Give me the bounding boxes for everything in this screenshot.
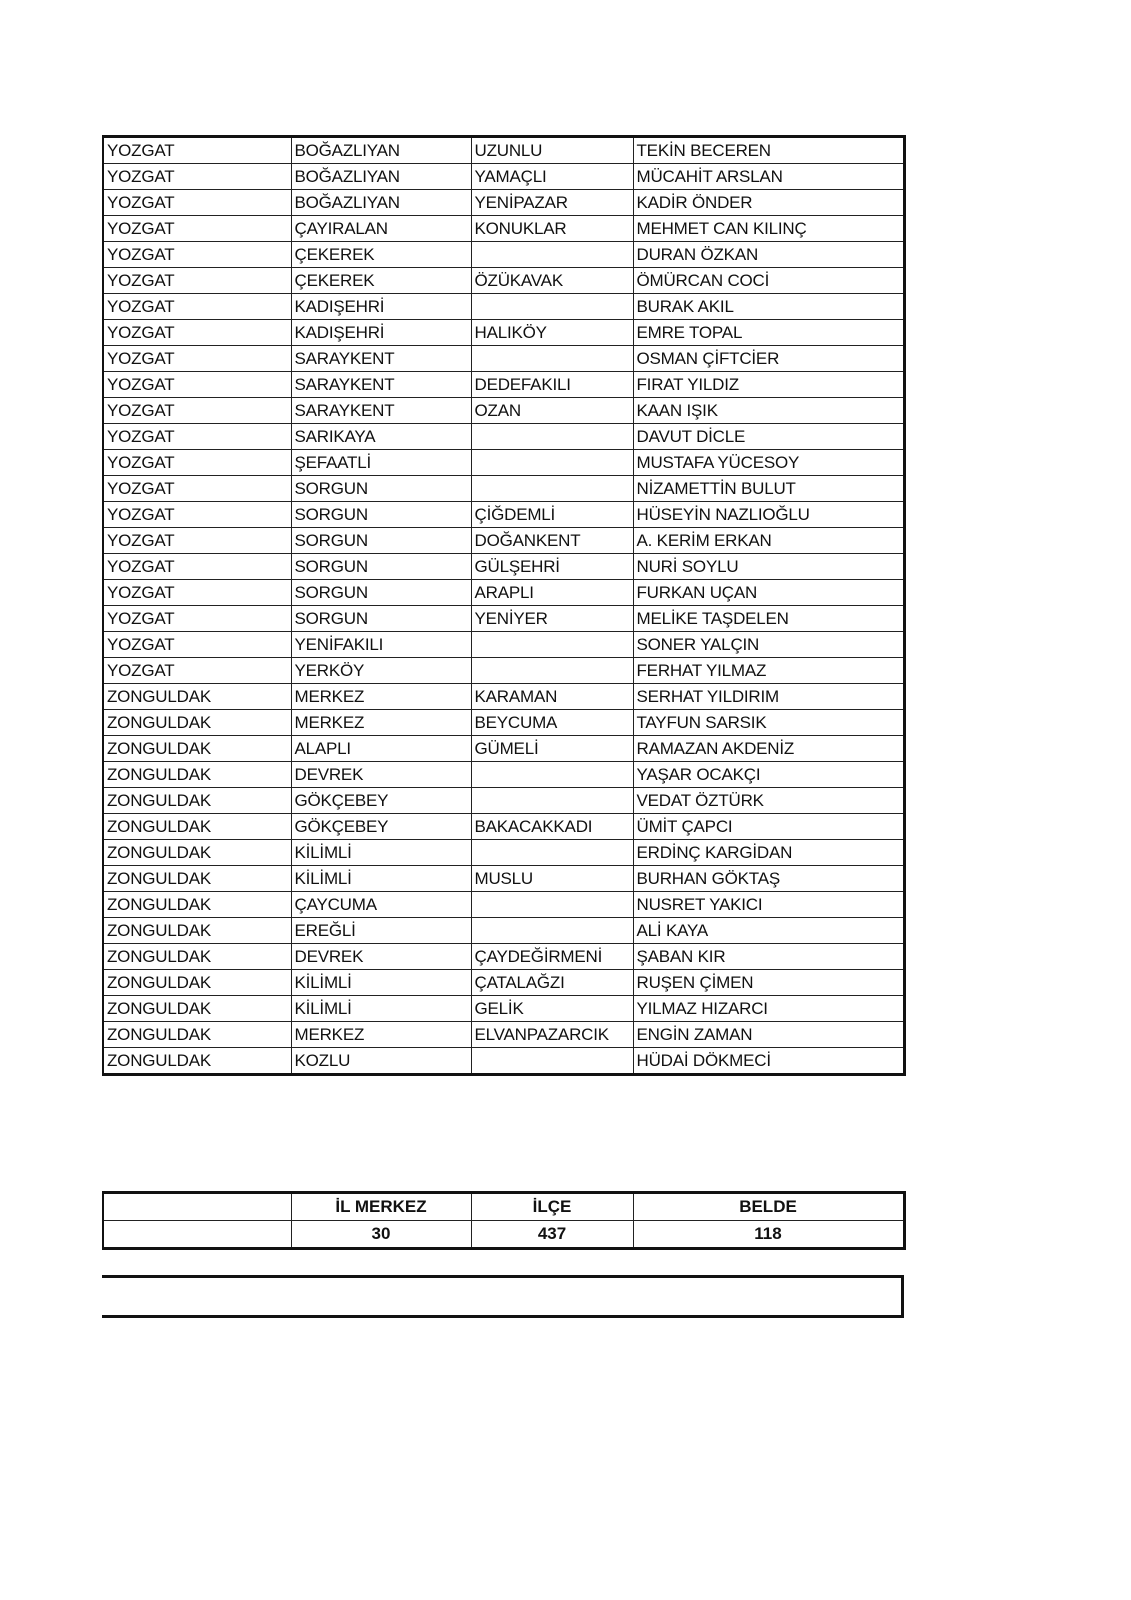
cell-town: YENİPAZAR <box>471 190 633 216</box>
summary-header-ilce: İLÇE <box>471 1193 633 1221</box>
cell-district: DEVREK <box>291 762 471 788</box>
cell-town: YAMAÇLI <box>471 164 633 190</box>
cell-town: BAKACAKKADI <box>471 814 633 840</box>
table-row <box>103 164 904 190</box>
cell-province: ZONGULDAK <box>103 814 291 840</box>
table-row <box>103 346 904 372</box>
cell-district: KADIŞEHRİ <box>291 294 471 320</box>
cell-town <box>471 476 633 502</box>
summary-value-blank <box>103 1221 291 1249</box>
table-row <box>103 137 904 164</box>
table-row <box>103 918 904 944</box>
cell-town: ÇATALAĞZI <box>471 970 633 996</box>
table-row <box>103 450 904 476</box>
table-row <box>103 190 904 216</box>
cell-name: SERHAT YILDIRIM <box>633 684 904 710</box>
table-row <box>103 242 904 268</box>
table-row <box>103 268 904 294</box>
summary-header-row <box>103 1193 904 1221</box>
cell-district: BOĞAZLIYAN <box>291 137 471 164</box>
cell-town: GÜMELİ <box>471 736 633 762</box>
table-row <box>103 710 904 736</box>
table-row <box>103 788 904 814</box>
cell-name: MELİKE TAŞDELEN <box>633 606 904 632</box>
cell-name: BURAK AKIL <box>633 294 904 320</box>
cell-district: SARIKAYA <box>291 424 471 450</box>
cell-district: SARAYKENT <box>291 346 471 372</box>
cell-district: YERKÖY <box>291 658 471 684</box>
cell-province: YOZGAT <box>103 268 291 294</box>
table-row <box>103 658 904 684</box>
cell-district: SORGUN <box>291 528 471 554</box>
cell-province: ZONGULDAK <box>103 918 291 944</box>
cell-province: ZONGULDAK <box>103 996 291 1022</box>
cell-name: KADİR ÖNDER <box>633 190 904 216</box>
cell-town: ARAPLI <box>471 580 633 606</box>
table-row <box>103 554 904 580</box>
table-row <box>103 398 904 424</box>
cell-district: KİLİMLİ <box>291 866 471 892</box>
cell-name: ERDİNÇ KARGİDAN <box>633 840 904 866</box>
cell-town: ÖZÜKAVAK <box>471 268 633 294</box>
cell-town: KARAMAN <box>471 684 633 710</box>
table-row <box>103 632 904 658</box>
cell-town: DEDEFAKILI <box>471 372 633 398</box>
cell-district: KADIŞEHRİ <box>291 320 471 346</box>
table-row <box>103 424 904 450</box>
cell-province: YOZGAT <box>103 632 291 658</box>
cell-district: BOĞAZLIYAN <box>291 164 471 190</box>
cell-name: ÜMİT ÇAPCI <box>633 814 904 840</box>
table-row <box>103 814 904 840</box>
cell-district: KİLİMLİ <box>291 996 471 1022</box>
cell-name: NURİ SOYLU <box>633 554 904 580</box>
cell-name: EMRE TOPAL <box>633 320 904 346</box>
table-row <box>103 580 904 606</box>
table-row <box>103 892 904 918</box>
cell-name: KAAN IŞIK <box>633 398 904 424</box>
cell-name: YAŞAR OCAKÇI <box>633 762 904 788</box>
empty-footer-box <box>102 1275 904 1318</box>
cell-name: ÖMÜRCAN COCİ <box>633 268 904 294</box>
cell-town <box>471 450 633 476</box>
table-row <box>103 372 904 398</box>
cell-name: NUSRET YAKICI <box>633 892 904 918</box>
cell-district: DEVREK <box>291 944 471 970</box>
cell-name: ALİ KAYA <box>633 918 904 944</box>
cell-name: VEDAT ÖZTÜRK <box>633 788 904 814</box>
cell-district: SARAYKENT <box>291 398 471 424</box>
cell-name: NİZAMETTİN BULUT <box>633 476 904 502</box>
cell-province: YOZGAT <box>103 190 291 216</box>
cell-district: ŞEFAATLİ <box>291 450 471 476</box>
cell-district: SORGUN <box>291 580 471 606</box>
cell-town <box>471 892 633 918</box>
cell-name: SONER YALÇIN <box>633 632 904 658</box>
cell-name: BURHAN GÖKTAŞ <box>633 866 904 892</box>
cell-town <box>471 658 633 684</box>
table-row <box>103 840 904 866</box>
cell-name: TAYFUN SARSIK <box>633 710 904 736</box>
table-row <box>103 762 904 788</box>
cell-town: ELVANPAZARCIK <box>471 1022 633 1048</box>
summary-table <box>102 1191 906 1250</box>
cell-name: DAVUT DİCLE <box>633 424 904 450</box>
cell-province: YOZGAT <box>103 320 291 346</box>
cell-name: FERHAT YILMAZ <box>633 658 904 684</box>
cell-province: YOZGAT <box>103 372 291 398</box>
cell-province: YOZGAT <box>103 294 291 320</box>
table-row <box>103 606 904 632</box>
table-row <box>103 970 904 996</box>
cell-name: ENGİN ZAMAN <box>633 1022 904 1048</box>
cell-town <box>471 1048 633 1075</box>
summary-value-il-merkez: 30 <box>291 1221 471 1249</box>
cell-name: DURAN ÖZKAN <box>633 242 904 268</box>
cell-district: SORGUN <box>291 606 471 632</box>
cell-name: TEKİN BECEREN <box>633 137 904 164</box>
cell-name: YILMAZ HIZARCI <box>633 996 904 1022</box>
cell-district: MERKEZ <box>291 1022 471 1048</box>
cell-town <box>471 762 633 788</box>
cell-town: GELİK <box>471 996 633 1022</box>
cell-town: YENİYER <box>471 606 633 632</box>
table-row <box>103 1048 904 1075</box>
cell-province: ZONGULDAK <box>103 762 291 788</box>
table-row <box>103 528 904 554</box>
table-row <box>103 320 904 346</box>
cell-province: ZONGULDAK <box>103 840 291 866</box>
cell-name: MUSTAFA YÜCESOY <box>633 450 904 476</box>
cell-province: YOZGAT <box>103 450 291 476</box>
cell-name: HÜSEYİN NAZLIOĞLU <box>633 502 904 528</box>
cell-province: YOZGAT <box>103 216 291 242</box>
table-row <box>103 216 904 242</box>
cell-town: DOĞANKENT <box>471 528 633 554</box>
cell-town <box>471 346 633 372</box>
table-row <box>103 866 904 892</box>
cell-district: YENİFAKILI <box>291 632 471 658</box>
cell-district: ÇAYCUMA <box>291 892 471 918</box>
cell-district: MERKEZ <box>291 710 471 736</box>
cell-province: YOZGAT <box>103 580 291 606</box>
cell-town <box>471 294 633 320</box>
cell-province: ZONGULDAK <box>103 944 291 970</box>
table-row <box>103 684 904 710</box>
cell-district: ÇEKEREK <box>291 242 471 268</box>
cell-province: ZONGULDAK <box>103 684 291 710</box>
cell-province: YOZGAT <box>103 164 291 190</box>
cell-district: KOZLU <box>291 1048 471 1075</box>
cell-province: YOZGAT <box>103 137 291 164</box>
cell-town: BEYCUMA <box>471 710 633 736</box>
cell-name: HÜDAİ DÖKMECİ <box>633 1048 904 1075</box>
table-row <box>103 476 904 502</box>
summary-header-blank <box>103 1193 291 1221</box>
cell-district: ÇEKEREK <box>291 268 471 294</box>
cell-name: MÜCAHİT ARSLAN <box>633 164 904 190</box>
cell-district: EREĞLİ <box>291 918 471 944</box>
cell-town <box>471 788 633 814</box>
table-row <box>103 996 904 1022</box>
cell-district: GÖKÇEBEY <box>291 814 471 840</box>
cell-province: YOZGAT <box>103 242 291 268</box>
candidates-table <box>102 135 906 1076</box>
cell-name: ŞABAN KIR <box>633 944 904 970</box>
cell-district: BOĞAZLIYAN <box>291 190 471 216</box>
cell-town: GÜLŞEHRİ <box>471 554 633 580</box>
cell-province: ZONGULDAK <box>103 710 291 736</box>
summary-value-ilce: 437 <box>471 1221 633 1249</box>
cell-province: YOZGAT <box>103 346 291 372</box>
cell-name: RUŞEN ÇİMEN <box>633 970 904 996</box>
table-row <box>103 944 904 970</box>
cell-town: ÇAYDEĞİRMENİ <box>471 944 633 970</box>
cell-district: GÖKÇEBEY <box>291 788 471 814</box>
cell-province: ZONGULDAK <box>103 892 291 918</box>
cell-province: YOZGAT <box>103 424 291 450</box>
cell-province: ZONGULDAK <box>103 1048 291 1075</box>
cell-name: A. KERİM ERKAN <box>633 528 904 554</box>
cell-province: YOZGAT <box>103 658 291 684</box>
table-row <box>103 502 904 528</box>
cell-province: YOZGAT <box>103 554 291 580</box>
cell-town <box>471 632 633 658</box>
summary-value-belde: 118 <box>633 1221 904 1249</box>
cell-town: UZUNLU <box>471 137 633 164</box>
cell-town: OZAN <box>471 398 633 424</box>
cell-name: MEHMET CAN KILINÇ <box>633 216 904 242</box>
cell-town: MUSLU <box>471 866 633 892</box>
cell-province: YOZGAT <box>103 606 291 632</box>
cell-district: SORGUN <box>291 554 471 580</box>
summary-header-il-merkez: İL MERKEZ <box>291 1193 471 1221</box>
summary-header-belde: BELDE <box>633 1193 904 1221</box>
cell-name: OSMAN ÇİFTCİER <box>633 346 904 372</box>
cell-town: KONUKLAR <box>471 216 633 242</box>
cell-district: KİLİMLİ <box>291 970 471 996</box>
table-row <box>103 736 904 762</box>
cell-province: ZONGULDAK <box>103 1022 291 1048</box>
cell-town <box>471 242 633 268</box>
cell-province: ZONGULDAK <box>103 970 291 996</box>
candidates-table-body <box>103 137 904 1075</box>
cell-town <box>471 424 633 450</box>
cell-district: SORGUN <box>291 476 471 502</box>
cell-district: SARAYKENT <box>291 372 471 398</box>
summary-values-row <box>103 1221 904 1249</box>
cell-district: KİLİMLİ <box>291 840 471 866</box>
cell-district: SORGUN <box>291 502 471 528</box>
cell-province: ZONGULDAK <box>103 736 291 762</box>
table-row <box>103 294 904 320</box>
cell-name: RAMAZAN AKDENİZ <box>633 736 904 762</box>
cell-town: ÇİĞDEMLİ <box>471 502 633 528</box>
cell-town: HALIKÖY <box>471 320 633 346</box>
table-row <box>103 1022 904 1048</box>
cell-district: ÇAYIRALAN <box>291 216 471 242</box>
cell-province: ZONGULDAK <box>103 866 291 892</box>
cell-district: MERKEZ <box>291 684 471 710</box>
cell-name: FIRAT YILDIZ <box>633 372 904 398</box>
cell-town <box>471 918 633 944</box>
cell-town <box>471 840 633 866</box>
cell-name: FURKAN UÇAN <box>633 580 904 606</box>
cell-province: YOZGAT <box>103 502 291 528</box>
cell-district: ALAPLI <box>291 736 471 762</box>
cell-province: YOZGAT <box>103 528 291 554</box>
cell-province: ZONGULDAK <box>103 788 291 814</box>
cell-province: YOZGAT <box>103 476 291 502</box>
cell-province: YOZGAT <box>103 398 291 424</box>
